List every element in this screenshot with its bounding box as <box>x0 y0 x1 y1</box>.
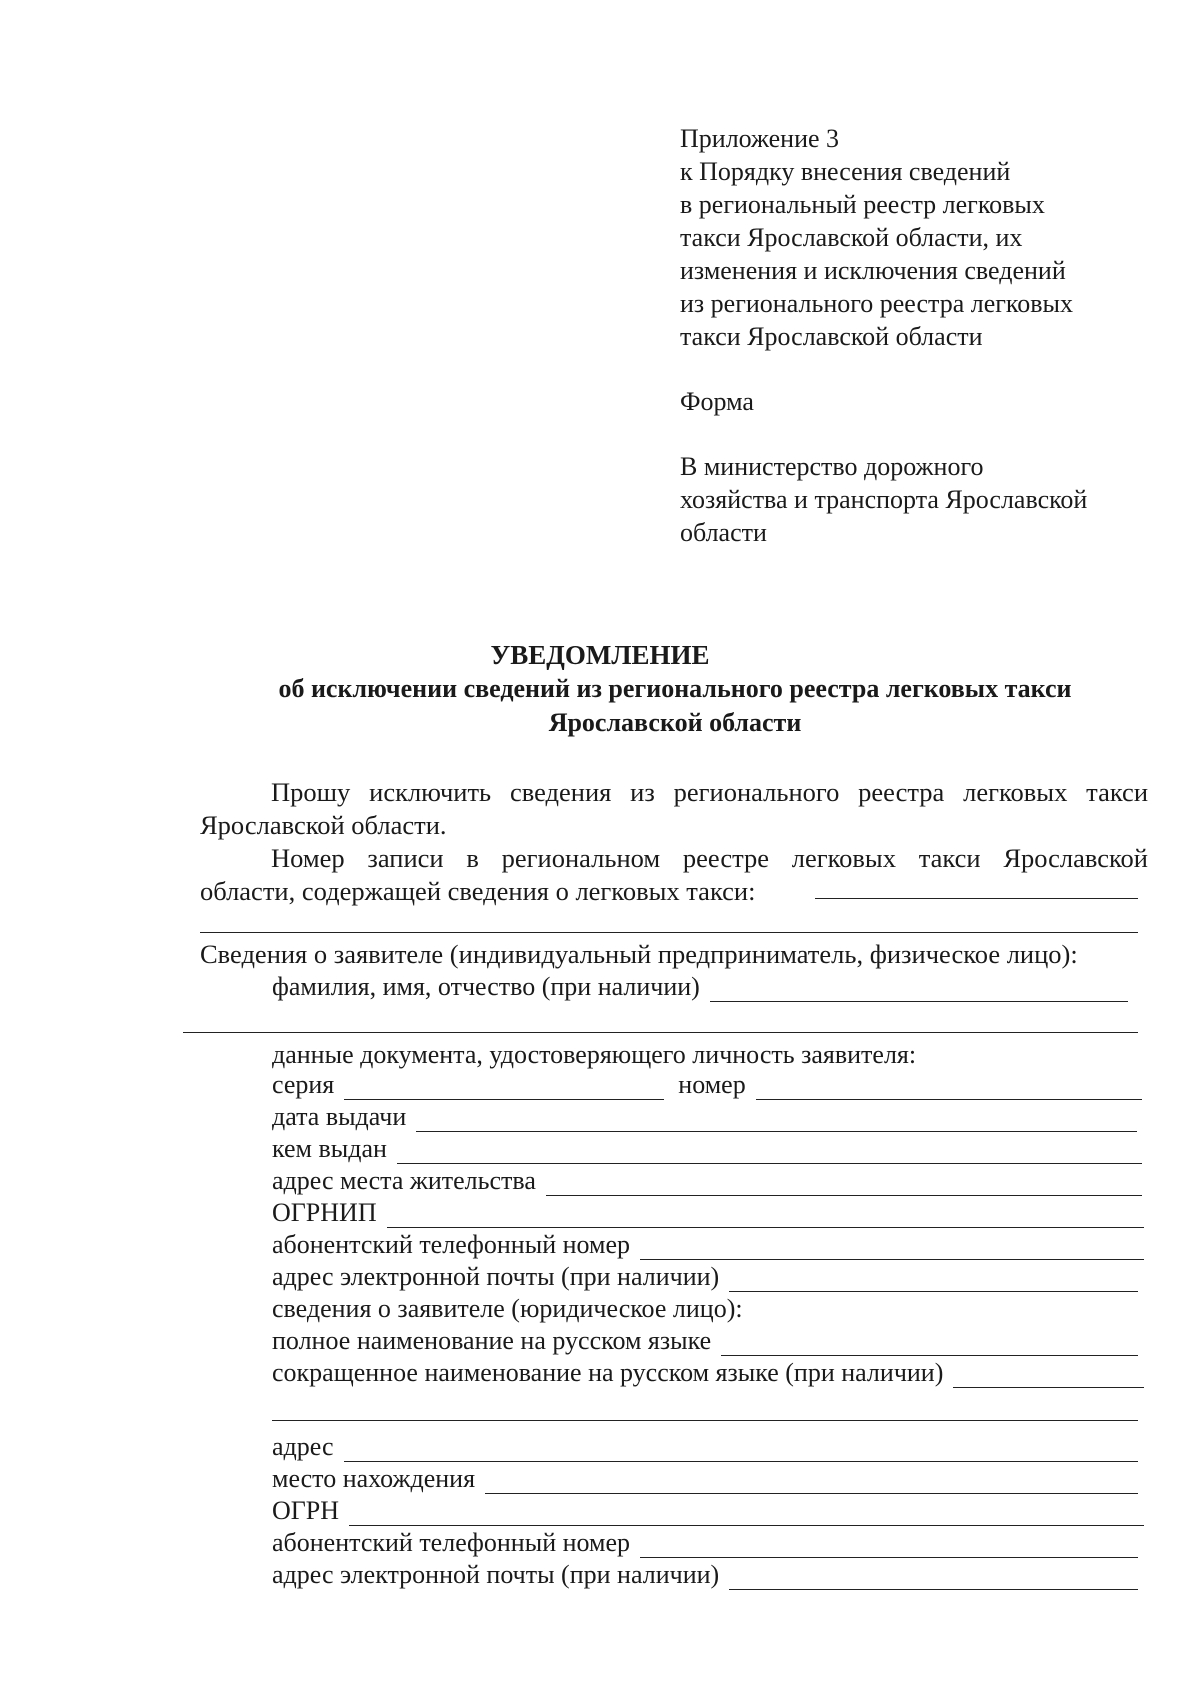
legal-phone-label: абонентский телефонный номер <box>272 1528 631 1557</box>
annex-line: такси Ярославской области, их <box>680 223 1023 252</box>
ogrnip-row <box>272 1198 1144 1228</box>
ogrnip-field[interactable] <box>387 1203 1144 1228</box>
applicant-email-row <box>272 1262 1138 1292</box>
address-row <box>272 1432 1138 1462</box>
applicant-phone-label: абонентский телефонный номер <box>272 1230 631 1259</box>
ogrnip-label: ОГРНИП <box>272 1198 377 1227</box>
annex-line: из регионального реестра легковых <box>680 289 1073 318</box>
ogrn-label: ОГРН <box>272 1496 340 1525</box>
location-row <box>272 1464 1138 1494</box>
addressee-line: В министерство дорожного <box>680 452 984 481</box>
issued-by-row <box>272 1134 1142 1164</box>
legal-email-row <box>272 1560 1138 1590</box>
series-field[interactable] <box>344 1075 664 1100</box>
annex-line: в региональный реестр легковых <box>680 190 1045 219</box>
short-name-ru-field[interactable] <box>953 1363 1144 1388</box>
series-label: серия <box>272 1070 335 1099</box>
short-name-ru-row <box>272 1358 1144 1388</box>
series-number-row <box>272 1070 1142 1100</box>
document-subtitle: об исключении сведений из регионального реестра легковых такси Ярославской области <box>278 674 1072 737</box>
number-label: номер <box>678 1070 746 1099</box>
residence-row <box>272 1166 1142 1196</box>
legal-email-label: адрес электронной почты (при наличии) <box>272 1560 720 1589</box>
residence-label: адрес места жительства <box>272 1166 536 1195</box>
document-title: УВЕДОМЛЕНИЕ <box>490 640 710 670</box>
legal-phone-field[interactable] <box>640 1533 1138 1558</box>
issued-by-label: кем выдан <box>272 1134 387 1163</box>
annex-line: такси Ярославской области <box>680 322 983 351</box>
ogrn-field[interactable] <box>349 1501 1144 1526</box>
address-field[interactable] <box>344 1437 1139 1462</box>
form-label: Форма <box>680 387 754 416</box>
short-name-ru-label: сокращенное наименование на русском языке (при наличии) <box>272 1358 944 1387</box>
legal-entity-heading: сведения о заявителе (юридическое лицо): <box>272 1294 743 1323</box>
full-name-field[interactable] <box>710 977 1128 1002</box>
location-field[interactable] <box>485 1469 1138 1494</box>
full-name-label: фамилия, имя, отчество (при наличии) <box>272 972 700 1001</box>
issued-by-field[interactable] <box>397 1139 1142 1164</box>
full-name-row <box>272 972 1128 1002</box>
location-label: место нахождения <box>272 1464 476 1493</box>
ogrn-row <box>272 1496 1144 1526</box>
applicant-email-label: адрес электронной почты (при наличии) <box>272 1262 720 1291</box>
request-line-2: Ярославской области. <box>200 810 447 840</box>
record-number-field[interactable] <box>815 898 1138 899</box>
record-number-line-1: Номер записи в региональном реестре легковых такси Ярославской <box>271 843 1148 873</box>
short-name-ru-field-continued[interactable] <box>272 1420 1138 1421</box>
annex-header <box>680 122 1150 353</box>
annex-line: изменения и исключения сведений <box>680 256 1066 285</box>
full-name-ru-field[interactable] <box>721 1331 1138 1356</box>
applicant-phone-field[interactable] <box>640 1235 1144 1260</box>
addressee <box>680 450 1160 549</box>
request-line-1: Прошу исключить сведения из регионального реестра легковых такси <box>271 777 1148 807</box>
address-label: адрес <box>272 1432 334 1461</box>
full-name-ru-label: полное наименование на русском языке <box>272 1326 712 1355</box>
issue-date-field[interactable] <box>416 1107 1137 1132</box>
legal-email-field[interactable] <box>729 1565 1138 1590</box>
annex-line: к Порядку внесения сведений <box>680 157 1011 186</box>
full-name-ru-row <box>272 1326 1138 1356</box>
addressee-line: области <box>680 518 767 547</box>
record-number-line-2: области, содержащей сведения о легковых такси: <box>200 876 756 906</box>
applicant-heading: Сведения о заявителе (индивидуальный предприниматель, физическое лицо): <box>200 939 1078 969</box>
issue-date-row <box>272 1102 1137 1132</box>
addressee-line: хозяйства и транспорта Ярославской <box>680 485 1088 514</box>
applicant-email-field[interactable] <box>729 1267 1138 1292</box>
residence-field[interactable] <box>546 1171 1142 1196</box>
annex-line: Приложение 3 <box>680 124 840 153</box>
issue-date-label: дата выдачи <box>272 1102 407 1131</box>
applicant-phone-row <box>272 1230 1144 1260</box>
id-doc-heading: данные документа, удостоверяющего личность заявителя: <box>272 1040 917 1069</box>
request-paragraph <box>200 776 1148 842</box>
record-number-field-continued[interactable] <box>200 932 1138 933</box>
legal-phone-row <box>272 1528 1138 1558</box>
number-field[interactable] <box>756 1075 1142 1100</box>
full-name-field-continued[interactable] <box>183 1032 1138 1033</box>
